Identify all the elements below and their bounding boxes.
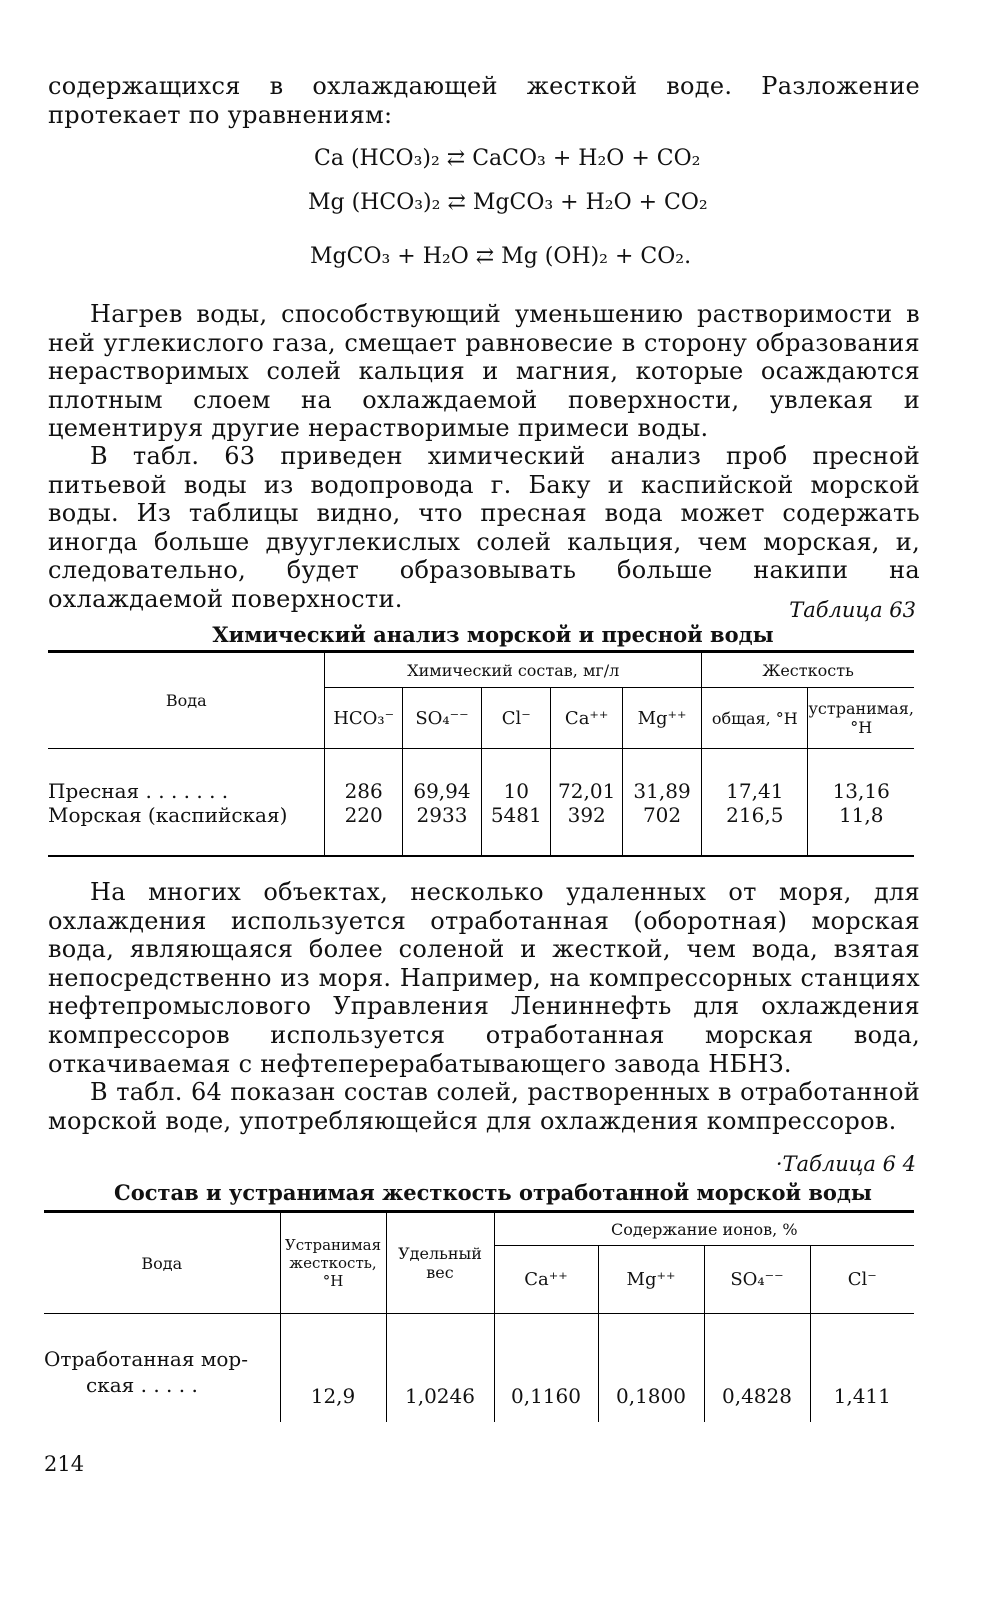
paragraph-1: содержащихся в охлаждающей жесткой воде. Разложение протекает по уравнениям: xyxy=(48,72,920,129)
header-water: Вода xyxy=(48,652,325,749)
row-name-line-2: ская . . . . . xyxy=(86,1373,198,1397)
header-hardness-group: Жесткость xyxy=(702,652,914,688)
table-row xyxy=(48,803,914,856)
header-ca: Ca⁺⁺ xyxy=(551,688,623,749)
cell: 392 xyxy=(551,803,623,856)
header-total-hardness: общая, °H xyxy=(702,688,808,749)
header-removable-hardness: Устранимая жесткость, °H xyxy=(280,1212,386,1314)
cell: 220 xyxy=(325,803,402,856)
cell: 286 xyxy=(325,749,402,804)
header-specific-weight: Удельный вес xyxy=(386,1212,494,1314)
paragraph-2: Нагрев воды, способствующий уменьшению растворимости в ней углекислого газа, смещает равновесие в сторону образования нерастворимых солей кальция и магния, которые осаждаются плотным слоем на охлаждаемой поверхности, увлекая и цементируя другие нерастворимые примеси воды. xyxy=(48,300,920,443)
paragraph-4: На многих объектах, несколько удаленных от моря, для охлаждения используется отработанная (оборотная) морская вода, являющаяся более соленой и жесткой, чем вода, взятая непосредственно из моря. Например, на компрессорных станциях нефтепромыслового Управления Лениннефть для охлаждения компрессоров используется отработанная морская вода, откачиваемая с нефтеперерабатывающего завода НБНЗ. xyxy=(48,878,920,1078)
equation-3: MgCO₃ + H₂O ⇄ Mg (OH)₂ + CO₂. xyxy=(310,244,692,269)
header-ca: Ca⁺⁺ xyxy=(494,1246,598,1314)
header-so4: SO₄⁻⁻ xyxy=(704,1246,810,1314)
header-water: Вода xyxy=(44,1212,280,1314)
cell: 2933 xyxy=(402,803,481,856)
header-ions-group: Содержание ионов, % xyxy=(494,1212,914,1246)
table64-caption: ·Таблица 6 4 xyxy=(775,1152,916,1176)
table-63 xyxy=(48,650,914,857)
table-64 xyxy=(44,1210,914,1422)
header-chem-group: Химический состав, мг/л xyxy=(325,652,702,688)
cell: 69,94 xyxy=(402,749,481,804)
table-row xyxy=(44,1314,914,1423)
cell: 1,0246 xyxy=(386,1314,494,1423)
header-mg: Mg⁺⁺ xyxy=(598,1246,704,1314)
cell: 0,1800 xyxy=(598,1314,704,1423)
cell: 1,411 xyxy=(810,1314,914,1423)
header-so4: SO₄⁻⁻ xyxy=(402,688,481,749)
row-name: Морская (каспийская) xyxy=(48,803,288,827)
cell: 10 xyxy=(482,749,551,804)
cell: 72,01 xyxy=(551,749,623,804)
header-cl: Cl⁻ xyxy=(482,688,551,749)
equation-2: Mg (HCO₃)₂ ⇄ MgCO₃ + H₂O + CO₂ xyxy=(308,190,708,215)
equation-1: Ca (HCO₃)₂ ⇄ CaCO₃ + H₂O + CO₂ xyxy=(314,146,701,171)
row-name-line-1: Отработанная мор- xyxy=(44,1347,248,1371)
cell: 11,8 xyxy=(808,803,914,856)
cell: 17,41 xyxy=(702,749,808,804)
table64-title: Состав и устранимая жесткость отработанной морской воды xyxy=(114,1180,872,1205)
header-hco3: HCO₃⁻ xyxy=(325,688,402,749)
cell: 31,89 xyxy=(622,749,701,804)
cell: 702 xyxy=(622,803,701,856)
row-name xyxy=(44,1314,280,1423)
row-name: Пресная . . . . . . . xyxy=(48,779,229,803)
cell: 5481 xyxy=(482,803,551,856)
table63-caption: Таблица 63 xyxy=(789,598,916,622)
page-number: 214 xyxy=(44,1452,85,1476)
table63-title: Химический анализ морской и пресной воды xyxy=(212,622,774,647)
paragraph-5: В табл. 64 показан состав солей, растворенных в отработанной морской воде, употребляющейся для охлаждения компрессоров. xyxy=(48,1078,920,1135)
header-mg: Mg⁺⁺ xyxy=(622,688,701,749)
paragraph-3: В табл. 63 приведен химический анализ проб пресной питьевой воды из водопровода г. Баку и каспийской морской воды. Из таблицы видно, что пресная вода может содержать иногда больше двууглекислых солей кальция, чем морская, и, следовательно, будет образовывать больше накипи на охлаждаемой поверхности. xyxy=(48,442,920,613)
cell: 13,16 xyxy=(808,749,914,804)
table-row xyxy=(48,749,914,804)
cell: 0,1160 xyxy=(494,1314,598,1423)
cell: 0,4828 xyxy=(704,1314,810,1423)
cell: 216,5 xyxy=(702,803,808,856)
cell: 12,9 xyxy=(280,1314,386,1423)
header-removable-hardness: устранимая, °H xyxy=(808,688,914,749)
header-cl: Cl⁻ xyxy=(810,1246,914,1314)
